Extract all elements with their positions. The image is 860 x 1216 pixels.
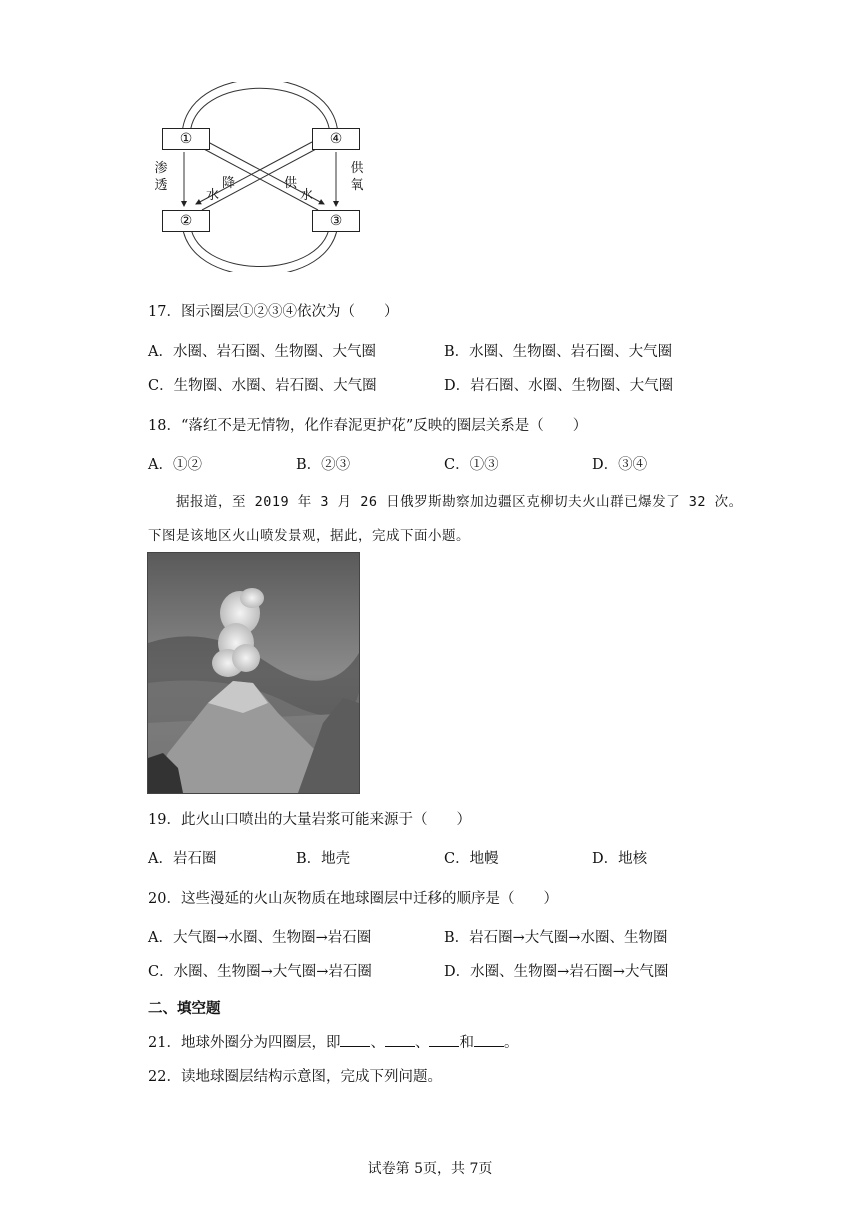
- q18-option-b: B．②③: [296, 457, 351, 473]
- node-2: ②: [162, 210, 210, 232]
- q18-option-d: D．③④: [592, 457, 648, 473]
- q18-option-c: C．①③: [444, 457, 499, 473]
- node-1: ①: [162, 128, 210, 150]
- label-seep: 渗 透: [154, 161, 168, 193]
- q17-option-a: A．水圈、岩石圈、生物圈、大气圈: [148, 344, 376, 360]
- section-title-fill-blank: 二、填空题: [148, 1001, 221, 1017]
- q20-option-c: C．水圈、生物圈→大气圈→岩石圈: [148, 964, 372, 980]
- q18-option-a: A．①②: [148, 457, 202, 473]
- q17-option-c: C．生物圈、水圈、岩石圈、大气圈: [148, 378, 377, 394]
- q17-option-b: B．水圈、生物圈、岩石圈、大气圈: [444, 344, 673, 360]
- q19-option-a: A．岩石圈: [148, 851, 217, 867]
- node-3: ③: [312, 210, 360, 232]
- q19-option-d: D．地核: [592, 851, 648, 867]
- question-20: 20．这些漫延的火山灰物质在地球圈层中迁移的顺序是（ ）: [148, 891, 558, 907]
- question-21: 21．地球外圈分为四圈层，即 、 、 和 。: [148, 1032, 518, 1053]
- q20-option-b: B．岩石圈→大气圈→水圈、生物圈: [444, 930, 668, 946]
- blank-2[interactable]: [385, 1032, 415, 1047]
- q20-option-a: A．大气圈→水圈、生物圈→岩石圈: [148, 930, 372, 946]
- intro-line-1: 据报道，至 2019 年 3 月 26 日俄罗斯勘察加边疆区克柳切夫火山群已爆发了 32 次。: [176, 494, 743, 510]
- volcano-photo: [147, 552, 360, 794]
- q19-option-b: B．地壳: [296, 851, 351, 867]
- page-footer: 试卷第 5页，共 7页: [367, 1161, 493, 1177]
- blank-4[interactable]: [474, 1032, 504, 1047]
- question-18: 18．“落红不是无情物，化作春泥更护花”反映的圈层关系是（ ）: [148, 418, 588, 434]
- node-4: ④: [312, 128, 360, 150]
- q20-option-d: D．水圈、生物圈→岩石圈→大气圈: [444, 964, 669, 980]
- diagram-lines: [150, 82, 370, 272]
- q17-option-d: D．岩石圈、水圈、生物圈、大气圈: [444, 378, 674, 394]
- sphere-relationship-diagram: ① ④ ② ③ 渗 透 供 氧 水 降 供 水: [150, 82, 370, 272]
- blank-1[interactable]: [340, 1032, 370, 1047]
- question-22: 22．读地球圈层结构示意图，完成下列问题。: [148, 1069, 442, 1085]
- question-17: 17．图示圈层①②③④依次为（ ）: [148, 304, 399, 320]
- question-19: 19．此火山口喷出的大量岩浆可能来源于（ ）: [148, 812, 471, 828]
- intro-line-2: 下图是该地区火山喷发景观，据此，完成下面小题。: [148, 528, 470, 544]
- label-oxygen: 供 氧: [350, 161, 364, 193]
- blank-3[interactable]: [429, 1032, 459, 1047]
- q19-option-c: C．地幔: [444, 851, 499, 867]
